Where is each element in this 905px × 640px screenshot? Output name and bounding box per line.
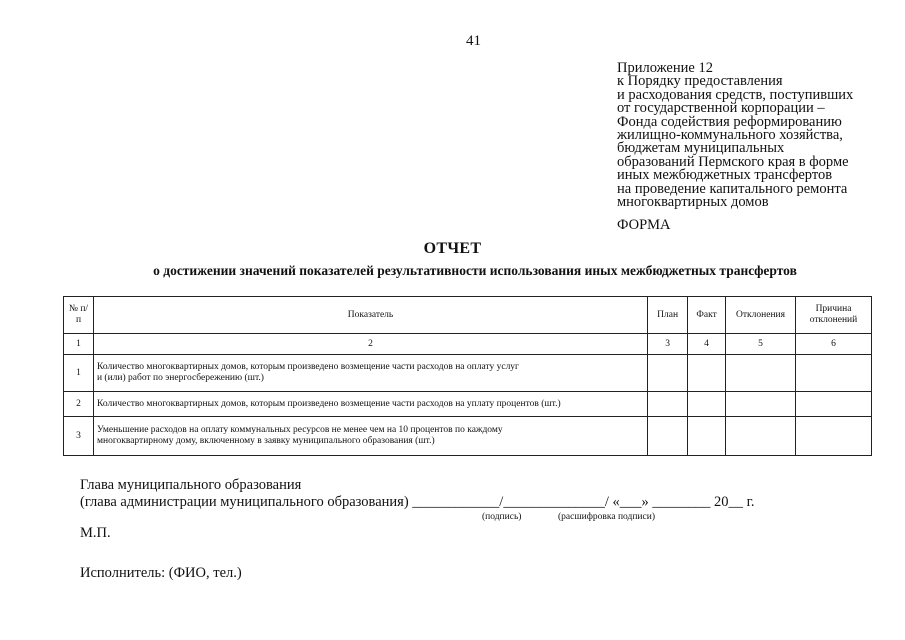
row-number: 2 xyxy=(64,392,94,417)
executor-label: Исполнитель: (ФИО, тел.) xyxy=(80,565,242,581)
reason-cell[interactable] xyxy=(796,392,872,417)
appendix-line: от государственной корпорации – xyxy=(617,100,825,117)
document-subtitle: о достижении значений показателей результативности использования иных межбюджетных трансфертов xyxy=(153,263,797,278)
header-deviation: Отклонения xyxy=(726,297,796,334)
appendix-line: многоквартирных домов xyxy=(617,194,769,211)
fact-cell[interactable] xyxy=(688,355,726,392)
caption-signature: (подпись) xyxy=(482,512,522,522)
reason-cell[interactable] xyxy=(796,355,872,392)
header-num: № п/п xyxy=(64,297,94,334)
plan-cell[interactable] xyxy=(648,417,688,456)
column-number: 3 xyxy=(648,334,688,355)
page-number: 41 xyxy=(466,33,481,49)
appendix-line: на проведение капитального ремонта xyxy=(617,180,848,197)
indicator-cell xyxy=(93,355,647,392)
indicator-cell xyxy=(93,392,647,417)
indicator-text: Количество многоквартирных домов, которым произведено возмещение части расходов на уплату процентов (шт.) xyxy=(96,398,561,409)
reason-cell[interactable] xyxy=(796,417,872,456)
stamp-label: М.П. xyxy=(80,525,111,541)
signature-fill-line[interactable]: ____________/______________/ «___» ________ 20__ г. xyxy=(412,494,755,510)
row-number: 1 xyxy=(64,355,94,392)
appendix-line: Фонда содействия реформированию xyxy=(617,113,842,130)
table-header-row xyxy=(64,297,872,334)
column-number: 1 xyxy=(64,334,94,355)
row-number: 3 xyxy=(64,417,94,456)
indicator-text: Количество многоквартирных домов, которым произведено возмещение части расходов на оплату услуг xyxy=(96,362,519,372)
appendix-line: и расходования средств, поступивших xyxy=(617,86,854,103)
column-number: 4 xyxy=(688,334,726,355)
indicator-text: и (или) работ по энергосбережению (шт.) xyxy=(96,373,264,383)
header-reason: Причина отклонений xyxy=(796,297,872,334)
indicator-cell xyxy=(93,417,647,456)
signature-line xyxy=(80,494,755,511)
deviation-cell[interactable] xyxy=(726,355,796,392)
caption-decoding: (расшифровка подписи) xyxy=(558,512,655,522)
fact-cell[interactable] xyxy=(688,417,726,456)
plan-cell[interactable] xyxy=(648,355,688,392)
appendix-line: бюджетам муниципальных xyxy=(617,140,785,157)
signature-head-title: Глава муниципального образования xyxy=(80,477,302,493)
table-row xyxy=(64,392,872,417)
appendix-line: Приложение 12 xyxy=(617,60,713,76)
column-number: 6 xyxy=(796,334,872,355)
header-fact: Факт xyxy=(688,297,726,334)
column-numbering-row xyxy=(64,334,872,355)
header-plan: План xyxy=(648,297,688,334)
indicator-text: Уменьшение расходов на оплату коммунальных ресурсов не менее чем на 10 процентов по каждому xyxy=(96,425,503,435)
table-row xyxy=(64,355,872,392)
appendix-line: иных межбюджетных трансфертов xyxy=(617,167,833,184)
signature-admin-label: (глава администрации муниципального образования) xyxy=(80,494,409,510)
appendix-line: к Порядку предоставления xyxy=(617,73,783,90)
deviation-cell[interactable] xyxy=(726,392,796,417)
appendix-line: жилищно-коммунального хозяйства, xyxy=(617,127,843,144)
table-row xyxy=(64,417,872,456)
fact-cell[interactable] xyxy=(688,392,726,417)
appendix-line: образований Пермского края в форме xyxy=(617,153,849,170)
column-number: 5 xyxy=(726,334,796,355)
header-indicator: Показатель xyxy=(93,297,647,334)
plan-cell[interactable] xyxy=(648,392,688,417)
deviation-cell[interactable] xyxy=(726,417,796,456)
column-number: 2 xyxy=(93,334,647,355)
document-title: ОТЧЕТ xyxy=(423,240,482,257)
appendix-block xyxy=(617,62,887,209)
report-table xyxy=(63,296,872,456)
indicator-text: многоквартирному дому, включенному в заявку муниципального образования (шт.) xyxy=(96,436,435,446)
form-label: ФОРМА xyxy=(617,217,671,233)
